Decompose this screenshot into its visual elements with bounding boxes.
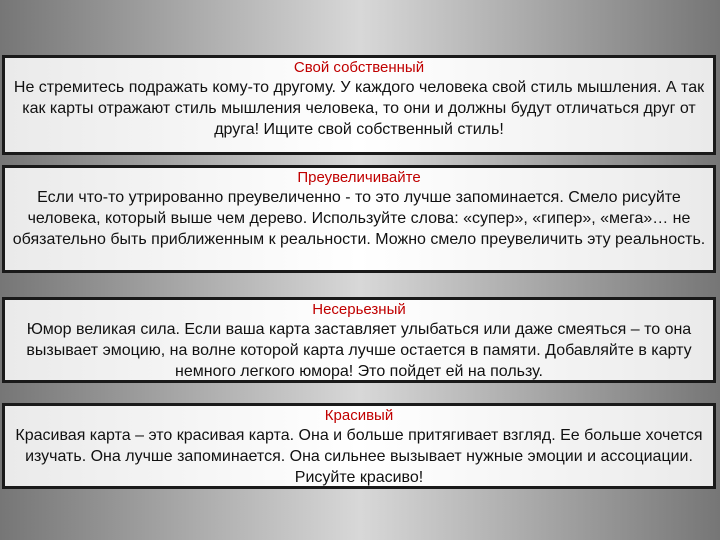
tip-title: Красивый	[324, 407, 394, 424]
tip-title: Преувеличивайте	[297, 169, 421, 186]
tip-card-beautiful	[2, 403, 716, 489]
tip-text: Не стремитесь подражать кому-то другому. У каждого человека свой стиль мышления. А так как карты отражают стиль мышления человека, то они и должны будут отличаться друг от друга! Ищите свой собственный стиль!	[13, 79, 705, 138]
tip-text: Если что-то утрированно преувеличенно - то это лучше запоминается. Смело рисуйте человека, который выше чем дерево. Используйте слова: «супер», «гипер», «мега»… не обязательно быть приближенным к реальности. Можно смело преувеличить эту реальность.	[12, 189, 706, 248]
tip-text: Юмор великая сила. Если ваша карта заставляет улыбаться или даже смеяться – то она вызывает эмоцию, на волне которой карта лучше остается в памяти. Добавляйте в карту немного легкого юмора! Это пойдет ей на пользу.	[26, 321, 692, 380]
tip-card-not-serious	[2, 297, 716, 383]
tip-card-own-style	[2, 55, 716, 155]
tip-text: Красивая карта – это красивая карта. Она и больше притягивает взгляд. Ее больше хочется изучать. Она лучше запоминается. Она сильнее вызывает нужные эмоции и ассоциации. Рисуйте красиво!	[15, 427, 703, 486]
tip-title: Несерьезный	[312, 301, 406, 318]
tip-title: Свой собственный	[293, 59, 425, 76]
tip-card-exaggerate	[2, 165, 716, 273]
